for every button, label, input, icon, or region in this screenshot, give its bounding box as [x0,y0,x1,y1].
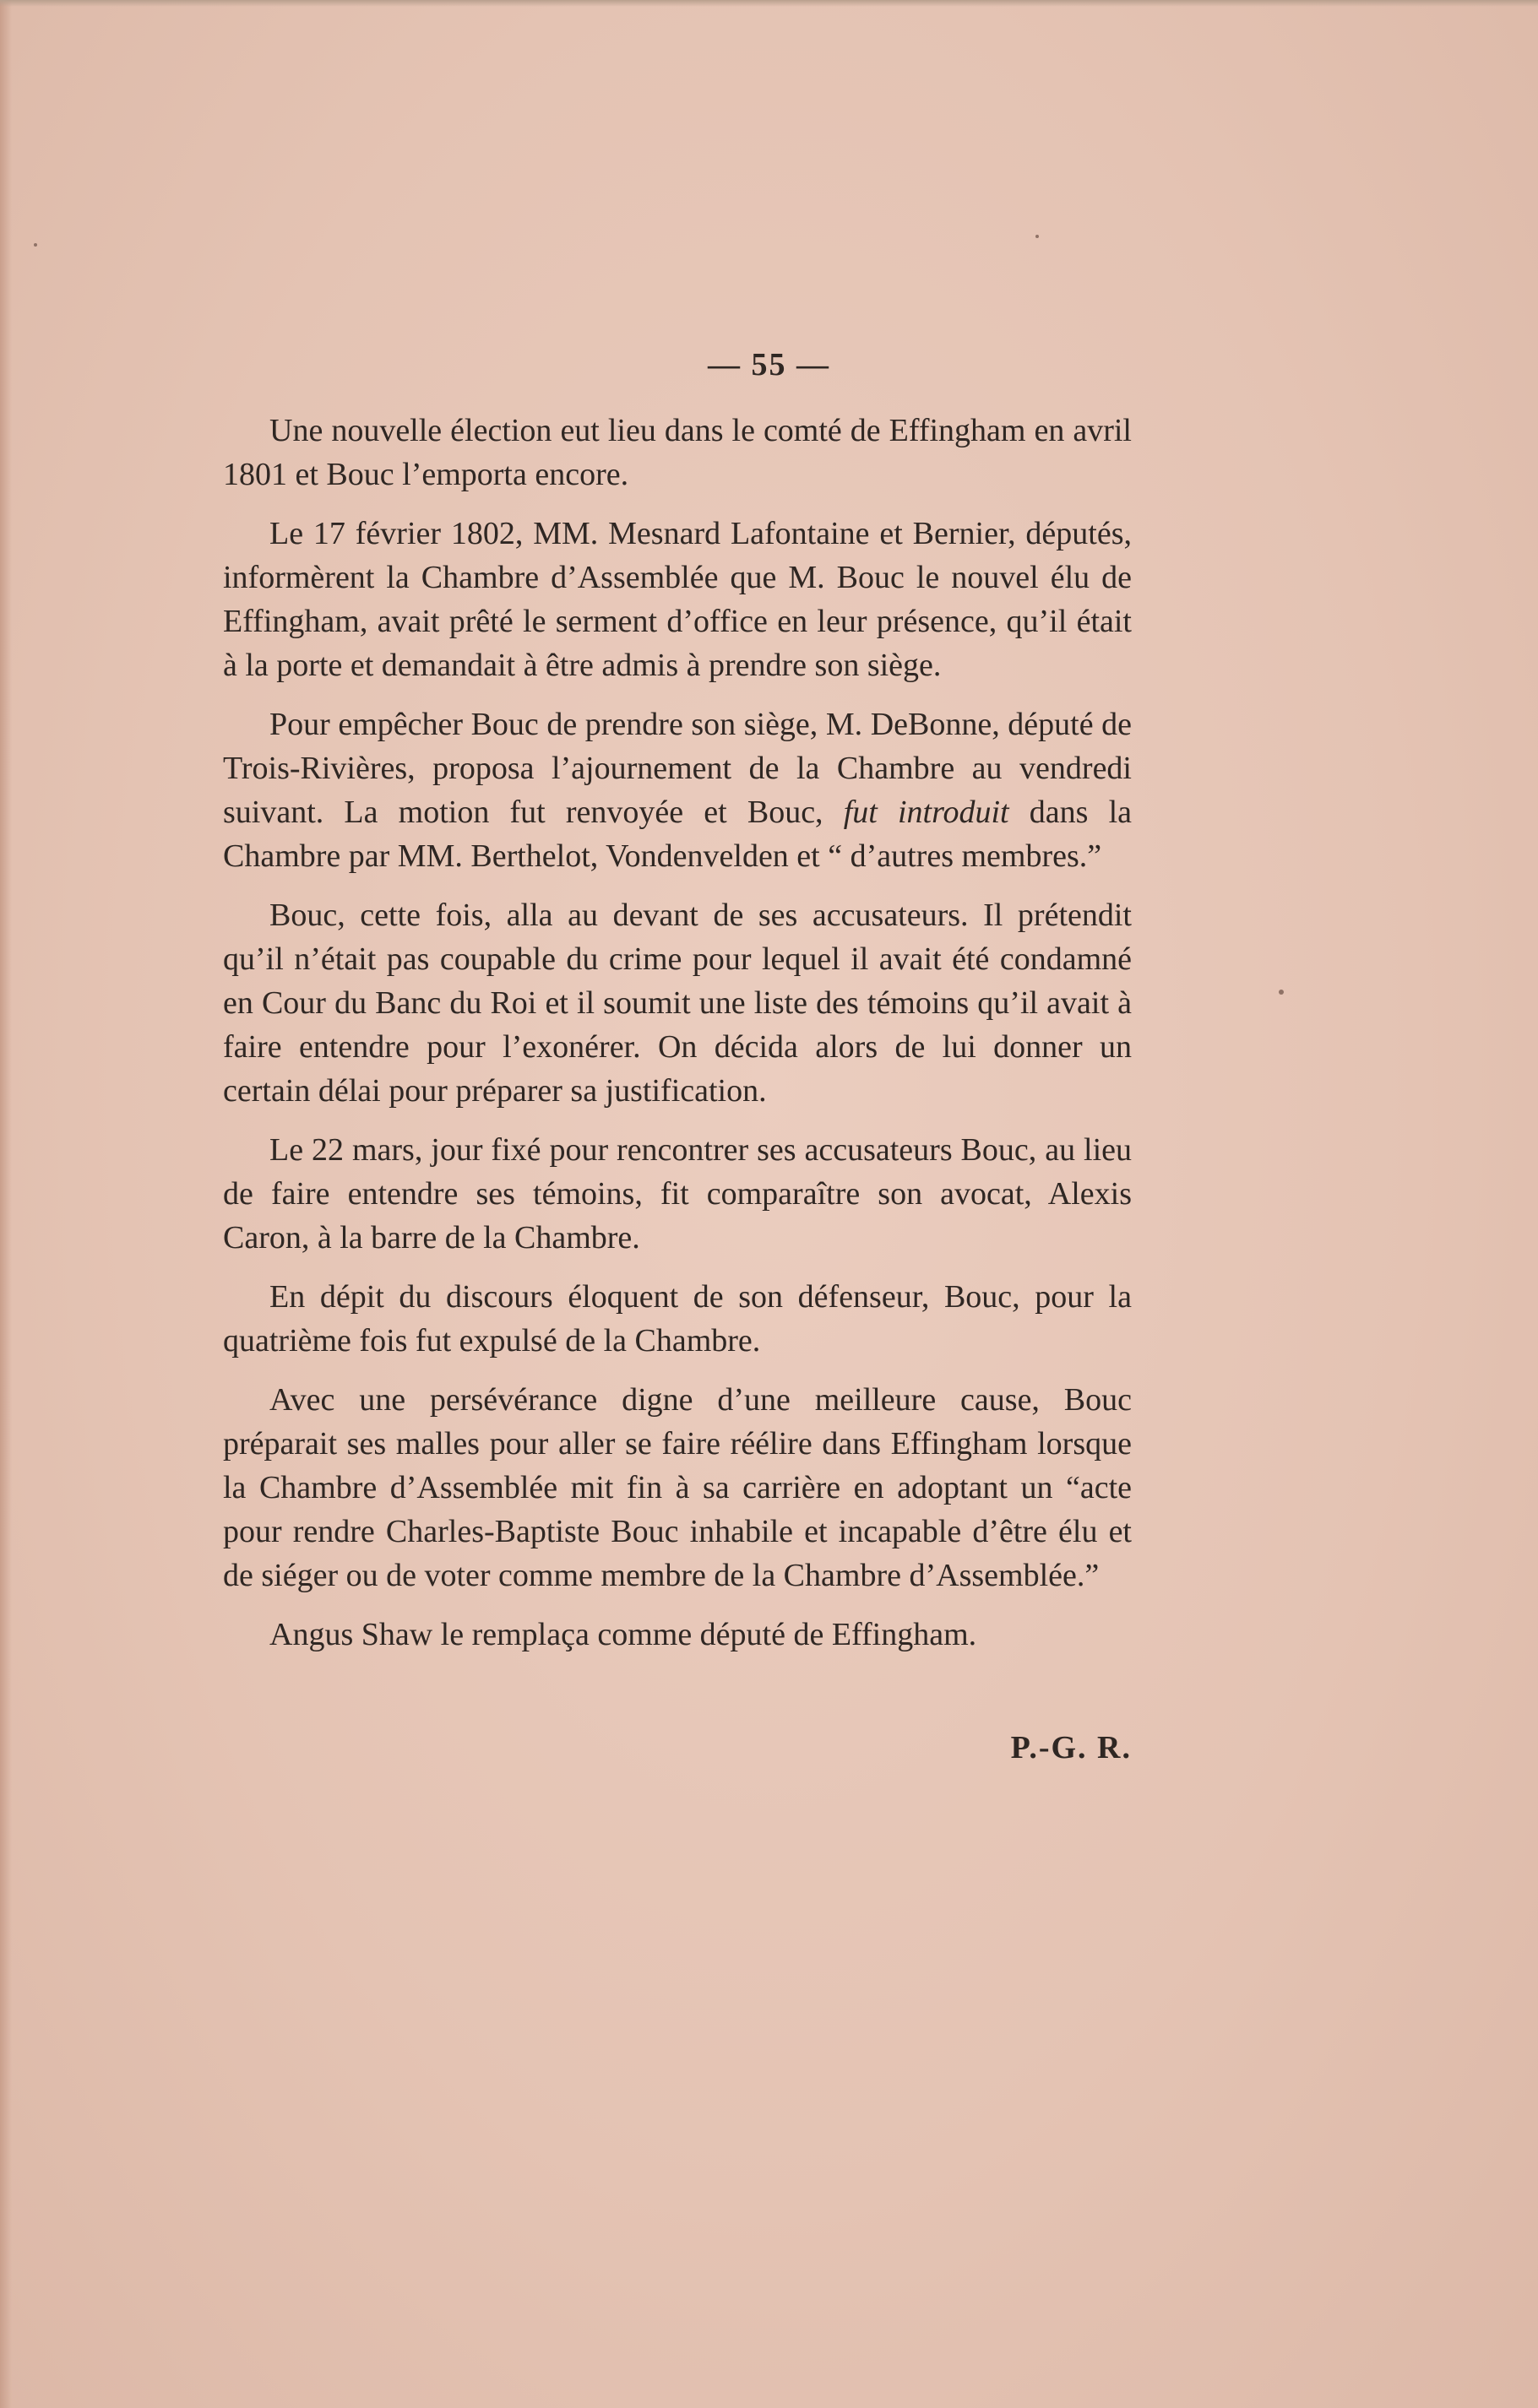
signature: P.-G. R. [1010,1730,1132,1765]
italic-phrase: fut introduit [843,795,1009,830]
paragraph-4: Bouc, cette fois, alla au devant de ses accusateurs. Il prétendit qu’il n’était pas coupable du crime pour lequel il avait été condamné en Cour du Banc du Roi et il soumit une liste des témoins qu’il avait à faire entendre pour l’exonérer. On décida alors de lui donner un certain délai pour préparer sa justification. [223,898,1132,1109]
paragraph-5: Le 22 mars, jour fixé pour rencontrer ses accusateurs Bouc, au lieu de faire entendre ses témoins, fit comparaître son avocat, Alexis Caron, à la barre de la Chambre. [223,1132,1132,1256]
paper-speck [34,243,37,247]
paragraph-7: Avec une persévérance digne d’une meilleure cause, Bouc préparait ses malles pour aller se faire réélire dans Effingham lorsque la Chambre d’Assemblée mit fin à sa carrière en adoptant un “acte pour rendre Charles-Baptiste Bouc inhabile et incapable d’être élu et de siéger ou de voter comme membre de la Chambre d’Assemblée.” [223,1382,1132,1593]
paper-speck [1035,235,1039,238]
page-top-edge [0,0,1538,7]
paragraph-2: Le 17 février 1802, MM. Mesnard Lafontaine et Bernier, députés, informèrent la Chambre d’Assemblée que M. Bouc le nouvel élu de Effingham, avait prêté le serment d’office en leur présence, qu’il était à la porte et demandait à être admis à prendre son siège. [223,516,1132,683]
page-number: — 55 — [708,347,830,382]
paragraph-8: Angus Shaw le remplaça comme député de Effingham. [269,1617,977,1652]
paragraph-3: Pour empêcher Bouc de prendre son siège, M. DeBonne, député de Trois-Rivières, proposa l’ajournement de la Chambre au vendredi suivant. La motion fut renvoyée et Bouc, fut introduit dans la Chambre par MM. Berthelot, Vondenvelden et “ d’autres membres.” [223,707,1132,874]
body-text [223,409,1132,1672]
paper-speck [1279,990,1284,995]
paragraph-6: En dépit du discours éloquent de son défenseur, Bouc, pour la quatrième fois fut expulsé de la Chambre. [223,1279,1132,1359]
paragraph-1: Une nouvelle élection eut lieu dans le comté de Effingham en avril 1801 et Bouc l’emporta encore. [223,413,1132,492]
